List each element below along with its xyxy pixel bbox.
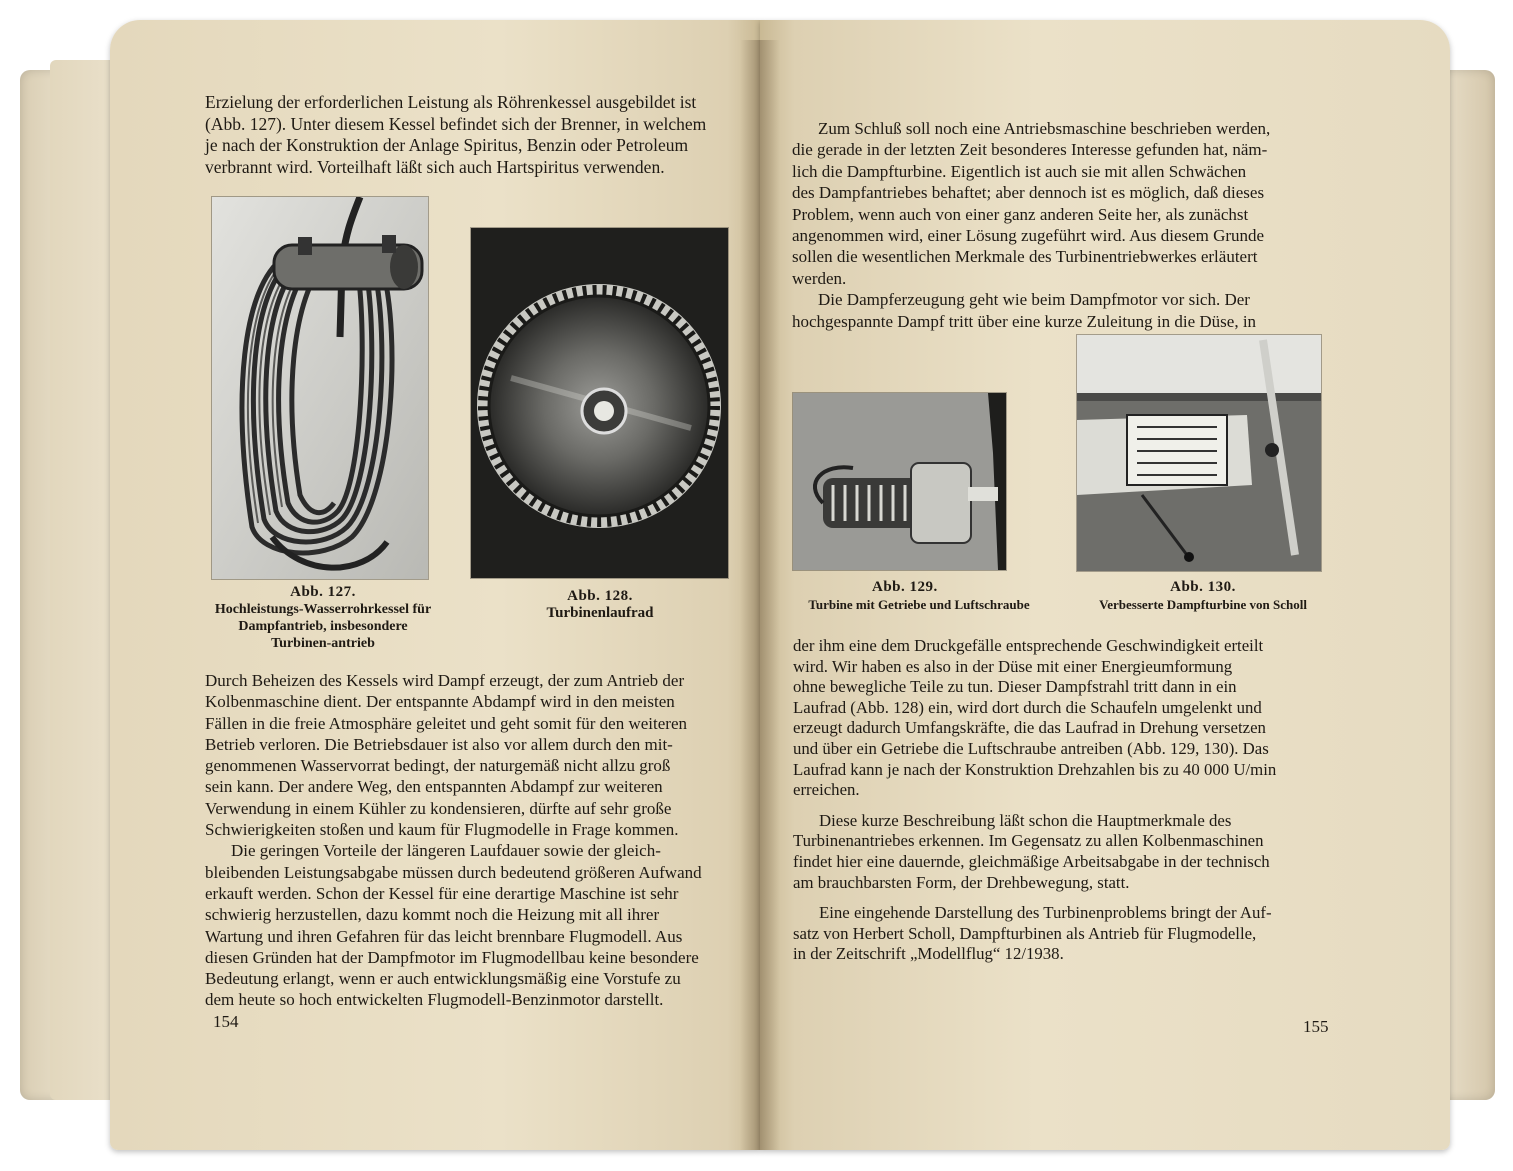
text-line: ohne bewegliche Teile zu tun. Dieser Dampfstrahl tritt dann in ein bbox=[793, 677, 1237, 697]
text-line: in der Zeitschrift „Modellflug“ 12/1938. bbox=[793, 944, 1064, 964]
text-line: Zum Schluß soll noch eine Antriebsmaschine beschrieben werden, bbox=[818, 119, 1271, 138]
text-line: und über ein Getriebe die Luftschraube antreiben (Abb. 129, 130). Das bbox=[793, 738, 1269, 758]
figure-127-caption bbox=[208, 584, 438, 652]
right-intro-text bbox=[792, 118, 1330, 332]
text-line: Die geringen Vorteile der längeren Laufdauer sowie der gleich- bbox=[231, 841, 661, 861]
text-line: wird. Wir haben es also in der Düse mit einer Energieumformung bbox=[793, 656, 1233, 676]
text-line: Wartung und ihren Gefahren für das leicht brennbare Flugmodell. Aus bbox=[205, 926, 683, 946]
figure-127-boiler-photo bbox=[212, 197, 428, 579]
left-intro-paragraph bbox=[205, 92, 727, 178]
text-line: verbrannt wird. Vorteilhaft läßt sich auch Hartspiritus verwenden. bbox=[205, 156, 665, 177]
text-line: bleibenden Leistungsabgabe müssen durch bedeutend größeren Aufwand bbox=[205, 862, 702, 882]
text-line: des Dampfantriebes behaftet; aber dennoch ist es möglich, daß dieses bbox=[792, 183, 1265, 203]
figure-129-number: Abb. 129. bbox=[872, 579, 938, 595]
text-line: Durch Beheizen des Kessels wird Dampf erzeugt, der zum Antrieb der bbox=[205, 671, 685, 690]
text-line: Laufrad (Abb. 128) ein, wird dort durch die Schaufeln umgelenkt und bbox=[793, 697, 1262, 717]
figure-127-caption-text: Hochleistungs-Wasserrohrkessel für Dampfantrieb, insbesondere Turbinen-antrieb bbox=[214, 602, 432, 651]
boiler-illustration bbox=[212, 197, 428, 579]
text-line: schwierig herzustellen, dazu kommt noch die Heizung mit all ihrer bbox=[205, 905, 660, 925]
right-body-text bbox=[793, 636, 1331, 965]
text-line: Laufrad kann je nach der Konstruktion Drehzahlen bis zu 40 000 U/min bbox=[793, 759, 1277, 779]
figure-128-caption-text: Turbinenlaufrad bbox=[546, 605, 654, 621]
figure-130-caption-text: Verbesserte Dampfturbine von Scholl bbox=[1099, 597, 1307, 612]
text-line: Problem, wenn auch von einer ganz anderen Seite her, als zunächst bbox=[792, 204, 1249, 224]
text-line: erreichen. bbox=[793, 780, 860, 800]
text-line: Bedeutung erlangt, wenn er auch entwicklungsmäßig eine Vorstufe zu bbox=[205, 969, 681, 989]
figure-130-scholl-turbine-photo bbox=[1077, 335, 1321, 571]
text-line: sein kann. Der andere Weg, den entspannten Abdampf zur weiteren bbox=[205, 777, 663, 797]
text-line: angenommen wird, einer Lösung zugeführt wird. Aus diesem Grunde bbox=[792, 226, 1265, 246]
text-line: erzeugt dadurch Umfangskräfte, die das Laufrad in Drehung versetzen bbox=[793, 718, 1266, 738]
scholl-turbine-illustration bbox=[1077, 335, 1321, 571]
text-line: Die Dampferzeugung geht wie beim Dampfmotor vor sich. Der bbox=[818, 290, 1250, 310]
text-line: Kolbenmaschine dient. Der entspannte Abdampf wird in den meisten bbox=[205, 692, 675, 712]
text-line: sollen die wesentlichen Merkmale des Turbinentriebwerkes erläutert bbox=[792, 247, 1258, 267]
text-line: am brauchbarsten Form, der Drehbewegung, statt. bbox=[793, 872, 1130, 892]
book-gutter bbox=[740, 40, 780, 1150]
figure-128-turbine-wheel-photo bbox=[471, 228, 728, 578]
figure-129-caption bbox=[788, 579, 1050, 613]
text-line: der ihm eine dem Druckgefälle entsprechende Geschwindigkeit erteilt bbox=[793, 636, 1264, 655]
page-number-left: 154 bbox=[213, 1012, 239, 1031]
figure-129-caption-text: Turbine mit Getriebe und Luftschraube bbox=[808, 597, 1030, 612]
text-line: (Abb. 127). Unter diesem Kessel befindet sich der Brenner, in welchem bbox=[205, 113, 707, 134]
text-line: die gerade in der letzten Zeit besonderes Interesse gefunden hat, näm- bbox=[792, 140, 1268, 160]
text-line: Eine eingehende Darstellung des Turbinenproblems bringt der Auf- bbox=[819, 903, 1272, 923]
figure-128-caption bbox=[520, 588, 680, 622]
turbine-wheel-illustration bbox=[471, 228, 728, 578]
turbine-gear-illustration bbox=[793, 393, 1006, 570]
figure-128-number: Abb. 128. bbox=[567, 588, 633, 604]
figure-127-number: Abb. 127. bbox=[290, 584, 356, 600]
text-line: erkauft werden. Schon der Kessel für eine derartige Maschine ist sehr bbox=[205, 883, 679, 903]
text-line: Diese kurze Beschreibung läßt schon die Hauptmerkmale des bbox=[819, 810, 1232, 830]
left-body-text bbox=[205, 670, 727, 1011]
text-line: dem heute so hoch entwickelten Flugmodell-Benzinmotor darstellt. bbox=[205, 990, 664, 1010]
page-number-right: 155 bbox=[1303, 1017, 1329, 1036]
text-line: Turbinenantriebes erkennen. Im Gegensatz zu allen Kolbenmaschinen bbox=[793, 831, 1264, 851]
text-line: Erzielung der erforderlichen Leistung als Röhrenkessel ausgebildet ist bbox=[205, 92, 697, 112]
figure-130-number: Abb. 130. bbox=[1170, 579, 1236, 595]
text-line: hochgespannte Dampf tritt über eine kurze Zuleitung in die Düse, in bbox=[792, 311, 1257, 331]
text-line: Betrieb verloren. Die Betriebsdauer ist also vor allem durch den mit- bbox=[205, 734, 673, 754]
text-line: lich die Dampfturbine. Eigentlich ist auch sie mit allen Schwächen bbox=[792, 161, 1247, 181]
text-line: Verwendung in einem Kühler zu kondensieren, dürfte auf sehr große bbox=[205, 798, 672, 818]
text-line: genommenen Wasservorrat bedingt, der naturgemäß nicht allzu groß bbox=[205, 756, 671, 776]
figure-129-turbine-gear-photo bbox=[793, 393, 1006, 570]
text-line: werden. bbox=[792, 268, 847, 288]
text-line: Schwierigkeiten stoßen und kaum für Flugmodelle in Frage kommen. bbox=[205, 820, 679, 840]
text-line: Fällen in die freie Atmosphäre geleitet und geht somit für den weiteren bbox=[205, 713, 687, 733]
figure-130-caption bbox=[1072, 579, 1334, 613]
text-line: diesen Gründen hat der Dampfmotor im Flugmodellbau keine besondere bbox=[205, 947, 699, 967]
text-line: satz von Herbert Scholl, Dampfturbinen als Antrieb für Flugmodelle, bbox=[793, 923, 1257, 943]
text-line: findet hier eine dauernde, gleichmäßige Arbeitsabgabe in der technisch bbox=[793, 851, 1270, 871]
text-line: je nach der Konstruktion der Anlage Spiritus, Benzin oder Petroleum bbox=[205, 135, 689, 155]
